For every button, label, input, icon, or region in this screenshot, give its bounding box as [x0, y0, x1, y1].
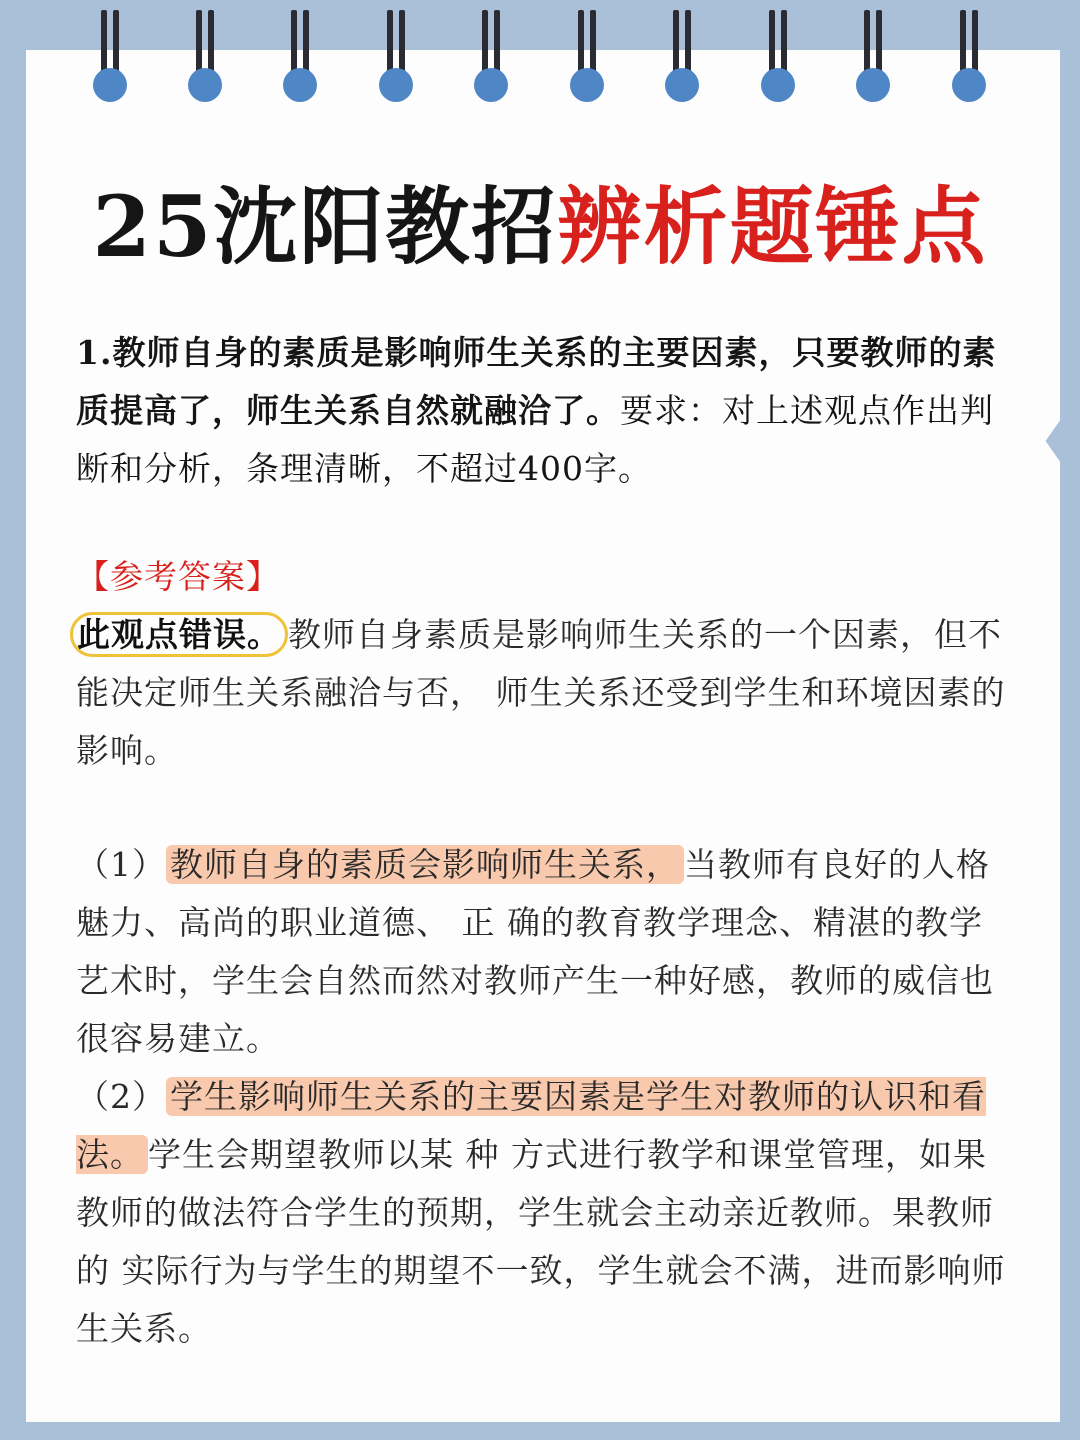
- answer-intro-paragraph: [76, 606, 1016, 780]
- binding-ring-icon: [90, 10, 130, 102]
- verdict-circled: 此观点错误。: [70, 612, 288, 657]
- binding-ring-icon: [376, 10, 416, 102]
- binding-ring-icon: [949, 10, 989, 102]
- article-body: [76, 324, 1016, 1358]
- point-2-text: 学生会期望教师以某 种 方式进行教学和课堂管理，如果教师的做法符合学生的预期，学生就会主动亲近教师。果教师的 实际行为与学生的期望不一致，学生就会不满，进而影响师生关系。: [76, 1135, 1006, 1348]
- question-requirement: 要求：对上述观点作出判断和分析，条理清晰，不超过400字。: [76, 391, 994, 488]
- spiral-binding: [0, 0, 1080, 110]
- binding-ring-icon: [758, 10, 798, 102]
- binding-ring-icon: [185, 10, 225, 102]
- point-1-number: （1）: [76, 845, 166, 884]
- page-title: [0, 160, 1080, 281]
- answer-label: 【参考答案】: [76, 557, 280, 596]
- question-paragraph: [76, 324, 1016, 498]
- point-2-highlight: 学生影响师生关系的主要因素是学生对教师的认识和看法。: [76, 1077, 986, 1174]
- answer-intro-text: 教师自身素质是影响师生关系的一个因素，但不能决定师生关系融洽与否， 师生关系还受到学生和环境因素的影响。: [76, 615, 1006, 770]
- title-black: 25沈阳教招: [92, 177, 558, 276]
- title-red: 辨析题锤点: [557, 177, 988, 276]
- binding-ring-icon: [471, 10, 511, 102]
- point-1-paragraph: [76, 836, 1016, 1068]
- question-statement: 1.教师自身的素质是影响师生关系的主要因素，只要教师的素质提高了，师生关系自然就融洽了。: [76, 333, 997, 430]
- binding-ring-icon: [280, 10, 320, 102]
- point-2-paragraph: [76, 1068, 1016, 1358]
- point-2-number: （2）: [76, 1077, 166, 1116]
- point-1-highlight: 教师自身的素质会影响师生关系，: [166, 845, 684, 884]
- binding-ring-icon: [662, 10, 702, 102]
- point-1-text: 当教师有良好的人格魅力、高尚的职业道德、 正 确的教育教学理念、精湛的教学艺术时，学生会自然而然对教师产生一种好感，教师的威信也很容易建立。: [76, 845, 994, 1058]
- binding-ring-icon: [567, 10, 607, 102]
- binding-ring-icon: [853, 10, 893, 102]
